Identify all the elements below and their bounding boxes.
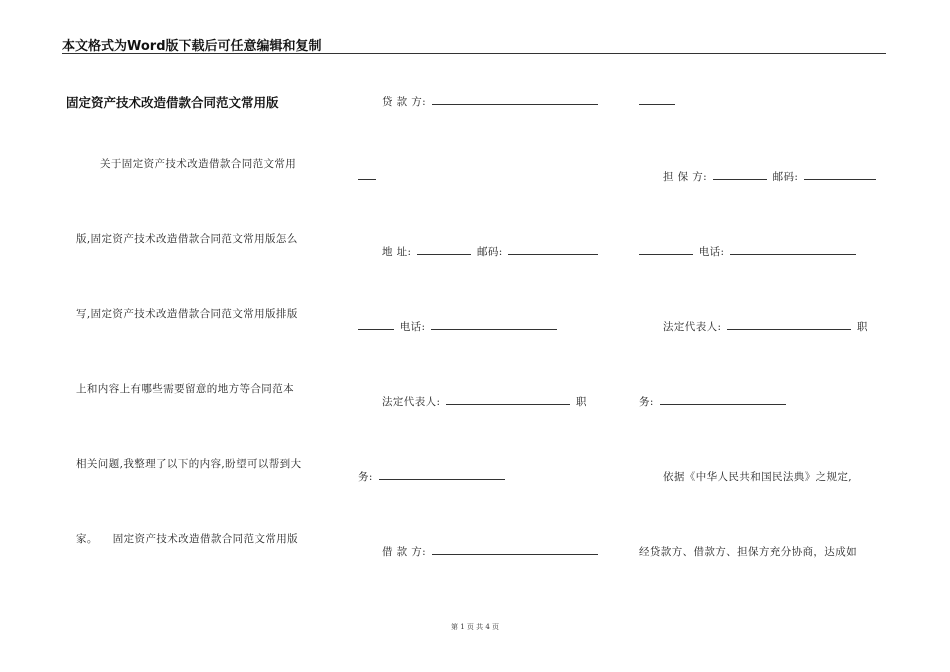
legal-rep-blank <box>727 319 851 330</box>
duty-blank <box>379 469 505 480</box>
lender-duty-row <box>358 469 507 484</box>
borrower-row <box>382 544 600 559</box>
col3-blank-top <box>639 94 675 108</box>
lender-phone-row <box>358 319 559 334</box>
postcode-label: 邮码: <box>772 171 799 183</box>
duty-label: 务: <box>639 396 654 408</box>
phone-label: 电话: <box>399 321 426 333</box>
page-footer: 第 1 页 共 4 页 <box>450 623 500 631</box>
law-text: 依据《中华人民共和国民法典》之规定, <box>663 471 853 483</box>
phone-blank <box>431 319 557 330</box>
lender-blank-continued <box>358 169 376 183</box>
guarantor-blank <box>713 169 767 180</box>
header-text: 本文格式为Word版下载后可任意编辑和复制 <box>62 39 322 54</box>
lender-row <box>382 94 600 109</box>
legal-rep-label: 法定代表人: <box>663 321 722 333</box>
blank-line <box>639 244 693 255</box>
intro-line-1: 关于固定资产技术改造借款合同范文常用 <box>100 158 297 170</box>
page-header <box>62 35 886 54</box>
lender-blank <box>432 94 598 105</box>
guarantor-phone-row <box>639 244 858 259</box>
consult-text: 经贷款方、借款方、担保方充分协商，达成如 <box>639 546 857 558</box>
duty-label: 务: <box>358 471 373 483</box>
intro-line-3: 写,固定资产技术改造借款合同范文常用版排版 <box>76 308 298 320</box>
lender-legal-rep-row <box>382 394 587 409</box>
intro-line-4: 上和内容上有哪些需要留意的地方等合同范本 <box>76 383 294 395</box>
guarantor-legal-rep-row <box>663 319 868 334</box>
legal-rep-label: 法定代表人: <box>382 396 441 408</box>
address-label: 地 址: <box>382 246 412 258</box>
guarantor-row <box>663 169 878 184</box>
guarantor-duty-row <box>639 394 788 409</box>
blank-line <box>358 319 394 330</box>
intro-line-5: 相关问题,我整理了以下的内容,盼望可以帮到大 <box>76 458 302 470</box>
postcode-blank <box>508 244 598 255</box>
borrower-label: 借 款 方: <box>382 546 427 558</box>
phone-blank <box>730 244 856 255</box>
postcode-blank <box>804 169 876 180</box>
lender-address-row <box>382 244 600 259</box>
lender-label: 贷 款 方: <box>382 96 427 108</box>
duty-tail: 职 <box>575 396 587 408</box>
guarantor-label: 担 保 方: <box>663 171 708 183</box>
legal-rep-blank <box>446 394 570 405</box>
blank-line <box>639 94 675 105</box>
phone-label: 电话: <box>698 246 725 258</box>
blank-line <box>358 169 376 180</box>
duty-blank <box>660 394 786 405</box>
postcode-label: 邮码: <box>476 246 503 258</box>
intro-line-2: 版,固定资产技术改造借款合同范文常用版怎么 <box>76 233 298 245</box>
address-blank <box>417 244 471 255</box>
duty-tail: 职 <box>856 321 868 333</box>
intro-line-6: 家。 固定资产技术改造借款合同范文常用版 <box>76 533 299 545</box>
borrower-blank <box>432 544 598 555</box>
document-title: 固定资产技术改造借款合同范文常用版 <box>66 95 279 110</box>
